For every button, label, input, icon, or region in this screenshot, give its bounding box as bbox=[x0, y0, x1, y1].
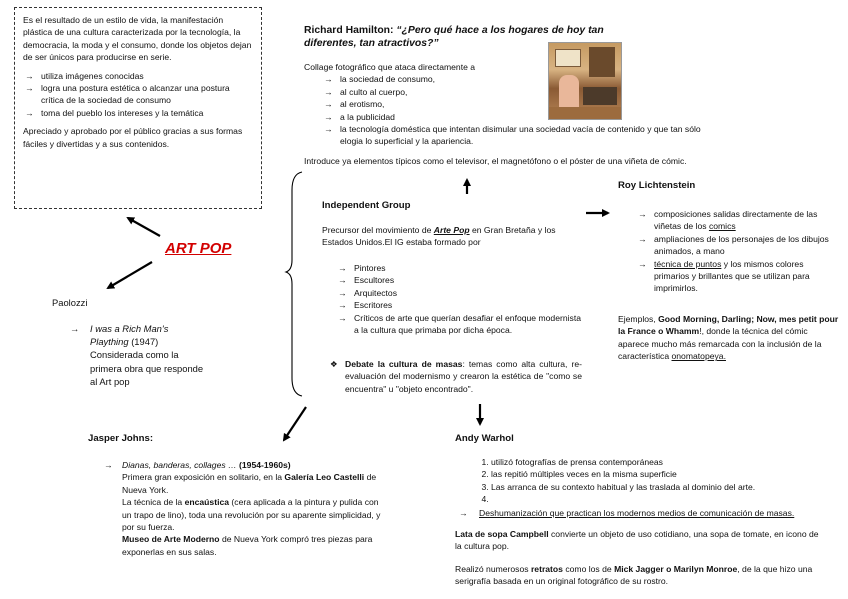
lichtenstein-title: Roy Lichtenstein bbox=[618, 180, 696, 191]
examples-works: Good Morning, Darling; Now, mes petit pour la France o Whamm bbox=[618, 314, 839, 337]
arrow-to-paolozzi bbox=[108, 262, 152, 288]
johns-gallery: Galería Leo Castelli bbox=[284, 472, 365, 483]
comics-link[interactable]: comics bbox=[708, 221, 736, 232]
portraits-text: como los de bbox=[562, 563, 615, 574]
paolozzi-work-title: I was a Rich Man's Plaything bbox=[90, 323, 169, 348]
soup-text: convierte un objeto de uso cotidiano, una sopa de tomate, en icono de la cultura pop. bbox=[455, 529, 819, 552]
diamond-bullet-icon: ❖ bbox=[330, 359, 338, 369]
johns-museum: Museo de Arte Moderno bbox=[122, 534, 220, 545]
examples-text: !, donde la técnica del cómic aparece mucho más remarcada con la inclusión de la característica bbox=[618, 326, 822, 362]
page-title: ART POP bbox=[165, 240, 232, 257]
list-item: 1. utilizó fotografías de prensa contemporáneas bbox=[491, 456, 825, 468]
desc-text: en Gran Bretaña y los Estados Unidos.El IG estaba formado por bbox=[322, 225, 556, 248]
list-item: → la tecnología doméstica que intentan disimular una sociedad vacía de contenido y que tan sólo elogia lo superficial y la apariencia. bbox=[322, 123, 710, 148]
tecnica-puntos-link[interactable]: técnica de puntos bbox=[654, 258, 722, 269]
johns-technique: encaústica bbox=[184, 497, 230, 508]
debate-title: Debate la cultura de masas bbox=[345, 359, 463, 369]
hamilton-name: Richard Hamilton: bbox=[304, 25, 394, 36]
list-item: → al erotismo, bbox=[322, 98, 704, 110]
list-item: → toma del pueblo los intereses y la temática bbox=[23, 107, 253, 119]
definition-outro: Apreciado y aprobado por el público gracias a sus formas fáciles y divertidas y a sus contenidos. bbox=[23, 126, 243, 149]
list-item: → Arquitectos bbox=[336, 287, 581, 299]
hamilton-elements: Introduce ya elementos típicos como el televisor, el magnetófono o el póster de una viñeta de cómic. bbox=[304, 156, 687, 166]
johns-text: de Nueva York. bbox=[122, 472, 377, 495]
desc-text: Precursor del movimiento de bbox=[322, 225, 434, 235]
arrow-to-definition bbox=[128, 218, 160, 236]
list-item: → a la publicidad bbox=[322, 111, 704, 123]
list-item: 3. Las arranca de su contexto habitual y las traslada al dominio del arte. bbox=[491, 481, 825, 493]
paolozzi-name: Paolozzi bbox=[52, 297, 88, 308]
portraits-text: , de la que hizo una serigrafía basada en un original fotográfico de su rostro. bbox=[455, 563, 813, 587]
arrow-icon: → bbox=[459, 507, 468, 518]
arte-pop-link[interactable]: Arte Pop bbox=[433, 225, 470, 235]
arrow-icon: → bbox=[104, 460, 113, 470]
johns-text: Primera gran exposición en solitario, en la bbox=[122, 472, 285, 483]
list-item: → logra una postura estética o alcanzar una postura crítica de la sociedad de consumo bbox=[23, 82, 253, 107]
soup-title: Lata de sopa Campbell bbox=[455, 529, 549, 540]
list-item: 2. las repitió múltiples veces en la misma superficie bbox=[491, 468, 825, 480]
johns-text: (cera aplicada a la pintura y pulida con un trapo de lino), toda una revolución por su aparente simplicidad, y por su fuerza. bbox=[122, 497, 381, 533]
list-item: → utiliza imágenes conocidas bbox=[23, 70, 253, 82]
list-item: → al culto al cuerpo, bbox=[322, 86, 704, 98]
johns-text: de Nueva York compró tres piezas para exponerlas en sus salas. bbox=[122, 534, 373, 557]
item-text: composiciones salidas directamente de las viñetas de los bbox=[654, 209, 818, 232]
definition-intro: Es el resultado de un estilo de vida, la manifestación plástica de una cultura caracterizada por la tecnología, la democracia, la moda y el consumo, donde los objetos dejan de ser únicos para producirse en serie. bbox=[23, 15, 252, 63]
arrow-to-johns bbox=[284, 407, 306, 440]
arrow-icon: → bbox=[70, 323, 80, 334]
warhol-title: Andy Warhol bbox=[455, 433, 514, 444]
onomatopeya-link[interactable]: onomatopeya. bbox=[671, 351, 726, 362]
paolozzi-year: (1947) bbox=[131, 336, 159, 348]
portraits-bold: retratos bbox=[530, 563, 563, 574]
johns-years: (1954-1960s) bbox=[236, 460, 291, 470]
dehuman-link[interactable]: Deshumanización que practican los modernos medios de comunicación de masas. bbox=[479, 507, 795, 518]
debate-text: : temas como alta cultura, re-evaluación del modernismo y crearon la estética de "como se encuentra" u "objeto encontrado". bbox=[345, 359, 582, 394]
item-text: y los mismos colores primarios y brillantes que se utilizan para imprimirlos. bbox=[654, 258, 810, 294]
independent-group-title: Independent Group bbox=[322, 200, 411, 211]
johns-title: Jasper Johns: bbox=[88, 433, 154, 444]
list-item: → Escultores bbox=[336, 274, 581, 286]
brace-shape bbox=[286, 172, 302, 396]
list-item: → Pintores bbox=[336, 262, 581, 274]
paolozzi-note: Considerada como la primera obra que responde al Art pop bbox=[90, 349, 204, 387]
johns-text: La técnica de la bbox=[122, 497, 185, 508]
list-item: → ampliaciones de los personajes de los dibujos animados, a mano bbox=[636, 233, 834, 258]
list-item: → la sociedad de consumo, bbox=[322, 73, 704, 85]
portraits-text: Realizó numerosos bbox=[455, 563, 531, 574]
portraits-names: Mick Jagger o Marilyn Monroe bbox=[614, 563, 738, 574]
examples-text: Ejemplos, bbox=[618, 314, 659, 324]
hamilton-lead: Collage fotográfico que ataca directamente a bbox=[304, 62, 476, 72]
list-item: → Escritores bbox=[336, 299, 581, 311]
johns-work: Dianas, banderas, collages … bbox=[122, 460, 237, 470]
hamilton-work: “¿Pero qué hace a los hogares de hoy tan diferentes, tan atractivos?” bbox=[304, 25, 604, 49]
list-item: → Críticos de arte que querían desafiar el enfoque modernista a la cultura que primaba por dicha época. bbox=[336, 312, 581, 337]
